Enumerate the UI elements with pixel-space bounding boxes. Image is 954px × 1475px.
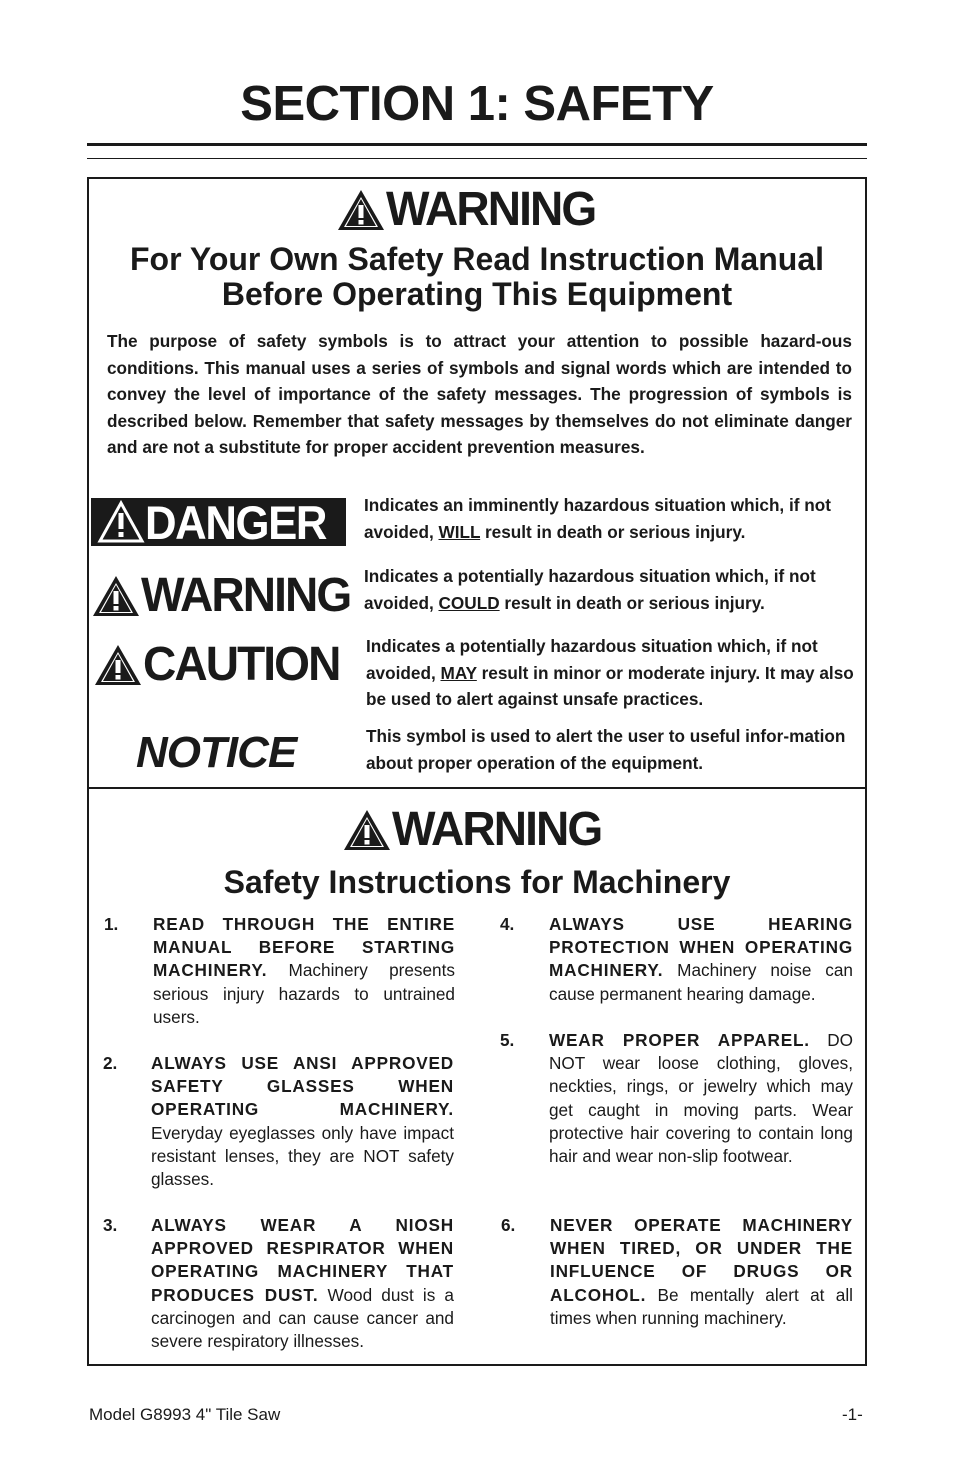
warning-triangle-icon xyxy=(91,574,141,618)
manual-heading-line1: For Your Own Safety Read Instruction Manual xyxy=(129,241,824,277)
caution-description: Indicates a potentially hazardous situation which, if not avoided, MAY result in minor or moderate injury. It may also be used to alert against unsafe practices. xyxy=(366,636,854,709)
notice-word: NOTICE xyxy=(136,728,297,777)
item-body: NEVER OPERATE MACHINERY WHEN TIRED, OR UNDER THE INFLUENCE OF DRUGS OR ALCOHOL. Be mentally alert at all times when running machinery. xyxy=(550,1215,853,1328)
item-body: READ THROUGH THE ENTIRE MANUAL BEFORE STARTING MACHINERY. Machinery presents serious injury hazards to untrained users. xyxy=(153,914,455,1027)
item-number: 1. xyxy=(104,914,119,934)
danger-exclamation-icon xyxy=(97,500,145,544)
item-number: 6. xyxy=(501,1215,516,1235)
item-body: ALWAYS USE ANSI APPROVED SAFETY GLASSES WHEN OPERATING MACHINERY. Everyday eyeglasses only have impact resistant lenses, they are NOT safety glasses. xyxy=(151,1053,454,1190)
title-rule-thin xyxy=(87,158,867,159)
notice-description: This symbol is used to alert the user to useful infor-mation about proper operation of the equipment. xyxy=(366,726,846,773)
item-body: ALWAYS WEAR A NIOSH APPROVED RESPIRATOR WHEN OPERATING MACHINERY THAT PRODUCES DUST. Wood dust is a carcinogen and can cause cancer and severe respiratory illnesses. xyxy=(151,1215,454,1352)
item-number: 2. xyxy=(103,1053,118,1073)
manual-heading-line2: Before Operating This Equipment xyxy=(221,276,733,312)
warning-word: WARNING xyxy=(392,803,602,856)
warning-signal xyxy=(91,569,359,622)
warning-triangle-icon xyxy=(336,188,386,232)
warning-triangle-icon xyxy=(342,808,392,852)
page-title: SECTION 1: SAFETY xyxy=(240,77,714,131)
item-body: ALWAYS USE HEARING PROTECTION WHEN OPERATING MACHINERY. Machinery noise can cause permanent hearing damage. xyxy=(549,914,853,1004)
title-rule-thick xyxy=(87,143,867,146)
caution-signal xyxy=(93,638,348,691)
danger-badge xyxy=(91,495,346,549)
danger-description: Indicates an imminently hazardous situation which, if not avoided, WILL result in death or serious injury. xyxy=(364,495,831,542)
warning-word: WARNING xyxy=(141,569,351,622)
danger-word: DANGER xyxy=(145,495,327,549)
top-warning-signal xyxy=(336,183,604,236)
item-number: 5. xyxy=(500,1030,515,1050)
footer-page-number: -1- xyxy=(842,1405,863,1424)
machinery-heading: Safety Instructions for Machinery xyxy=(223,864,731,900)
warning-description: Indicates a potentially hazardous situation which, if not avoided, COULD result in death or serious injury. xyxy=(364,566,816,613)
item-number: 3. xyxy=(103,1215,118,1235)
manual-heading xyxy=(0,242,954,312)
machinery-warning-signal xyxy=(342,803,610,856)
item-body: WEAR PROPER APPAREL. DO NOT wear loose clothing, gloves, neckties, rings, or jewelry which may get caught in moving parts. Wear protective hair covering to contain long hair and wear non-slip footwear. xyxy=(549,1030,853,1167)
item-number: 4. xyxy=(500,914,515,934)
footer-model: Model G8993 4" Tile Saw xyxy=(89,1405,281,1424)
intro-paragraph: The purpose of safety symbols is to attract your attention to possible hazard-ous conditions. This manual uses a series of symbols and signal words which are intended to convey the level of importance of the safety messages. The progression of symbols is described below. Remember that safety messages by themselves do not eliminate danger and are not a substitute for proper accident prevention measures. xyxy=(107,331,852,457)
caution-word: CAUTION xyxy=(143,638,340,691)
caution-triangle-icon xyxy=(93,643,143,687)
warning-word: WARNING xyxy=(386,183,596,236)
